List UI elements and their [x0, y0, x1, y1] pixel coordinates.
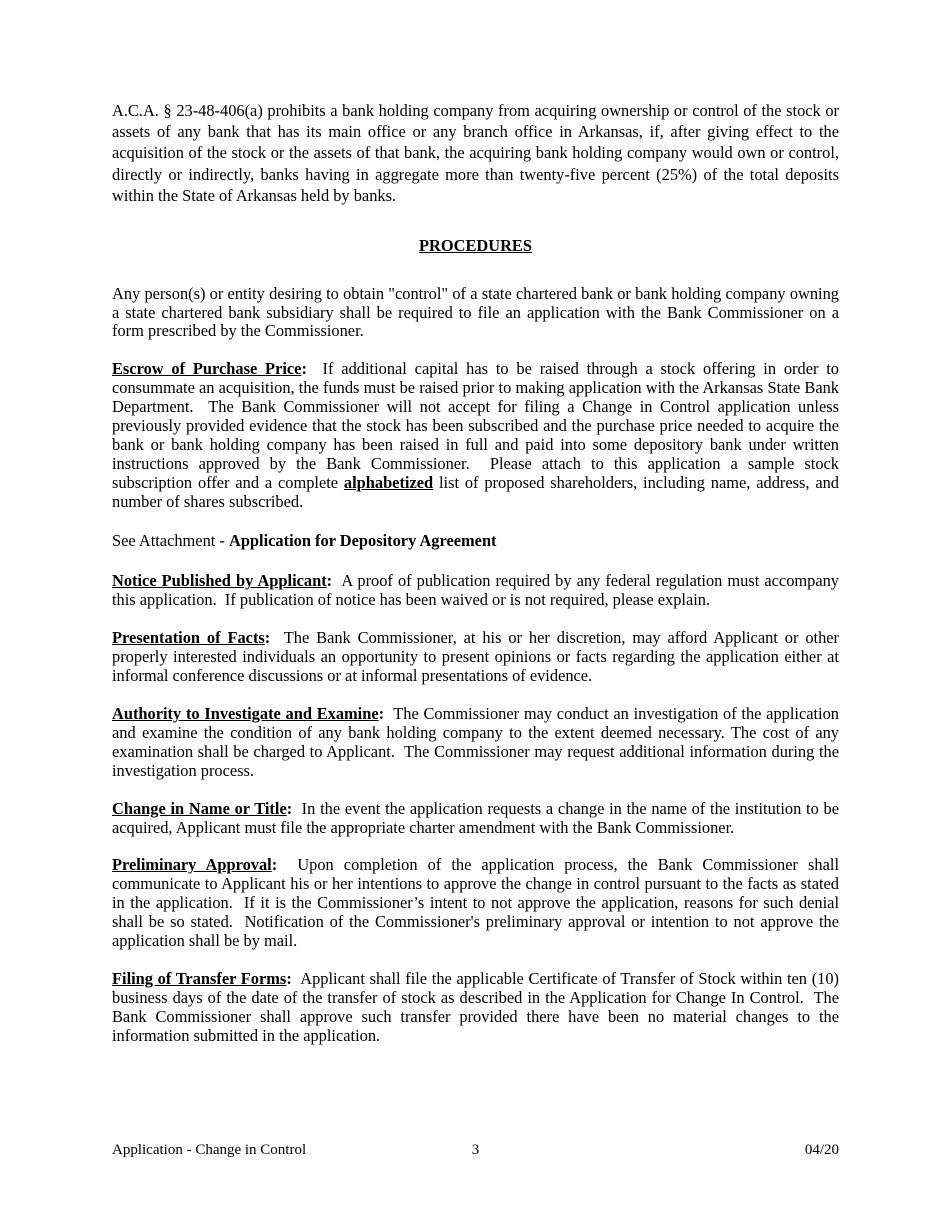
notice-paragraph: [112, 571, 844, 610]
escrow-paragraph: [112, 359, 844, 511]
transfer-text: Applicant shall file the applicable Certificate of Transfer of Stock within ten (10) business days of the date of the transfer of stock as described in the Application for Change In Control. The Bank Commissioner shall approve such transfer provided there have been no material changes to the information submitted in the application.: [112, 968, 844, 1045]
transfer-label: Filing of Transfer Forms: [112, 968, 287, 988]
facts-text: The Bank Commissioner, at his or her discretion, may afford Applicant or other properly interested individuals an opportunity to present opinions or facts regarding the application either at informal conference discussions or at informal presentations of evidence.: [112, 628, 844, 686]
transfer-colon: :: [286, 968, 292, 988]
preliminary-colon: :: [271, 855, 278, 875]
preliminary-text: Upon completion of the application process, the Bank Commissioner shall communicate to Applicant his or her intentions to approve the change in control pursuant to the facts as stated in the application. If it is the Commissioner’s intent to not approve the application, reasons for such denial shall be so stated. Notification of the Commissioner's preliminary approval or intention to not approve the application shall be by mail.: [112, 855, 844, 951]
preliminary-label: Preliminary Approval: [112, 855, 272, 875]
escrow-colon: :: [301, 359, 307, 379]
notice-colon: :: [326, 571, 333, 591]
facts-label: Presentation of Facts: [112, 628, 265, 648]
name-change-label: Change in Name or Title: [112, 798, 287, 818]
notice-label: Notice Published by Applicant: [112, 571, 327, 591]
control-paragraph: Any person(s) or entity desiring to obtain "control" of a state chartered bank or bank holding company owning a state chartered bank subsidiary shall be required to file an application with the Bank Commissioner on a form prescribed by the Commissioner.: [112, 283, 839, 341]
escrow-emphasis: alphabetized: [343, 472, 434, 492]
footer-revision-date: 04/20: [804, 1142, 839, 1158]
attachment-prefix: See Attachment -: [112, 530, 229, 550]
escrow-text-after: list of proposed shareholders, including name, address, and number of shares subscribed.: [112, 472, 839, 511]
authority-text: The Commissioner may conduct an investigation of the application and examine the condition of any bank holding company to the extent deemed necessary. The cost of any examination shall be charged to Applicant. The Commissioner may request additional information during the investigation process.: [112, 704, 844, 780]
name-change-text: In the event the application requests a change in the name of the institution to be acquired, Applicant must file the appropriate charter amendment with the Bank Commissioner.: [112, 798, 844, 837]
attachment-title: Application for Depository Agreement: [228, 530, 497, 550]
name-change-paragraph: [112, 798, 844, 838]
facts-paragraph: [112, 628, 844, 686]
footer-document-title: Application - Change in Control: [112, 1142, 307, 1158]
escrow-text-before: If additional capital has to be raised through a stock offering in order to consummate an acquisition, the funds must be raised prior to making application with the Arkansas State Bank Department. The Bank Commissioner will not accept for filing a Change in Control application unless previously provided evidence that the stock has been subscribed and the purchase price needed to acquire the bank or bank holding company has been raised in full and paid into some depository bank under written instructions approved by the Bank Commissioner. Please attach to this application a sample stock subscription offer and a complete: [112, 359, 844, 492]
transfer-paragraph: [112, 968, 844, 1046]
authority-colon: :: [378, 704, 385, 724]
attachment-line: [112, 532, 839, 551]
notice-text: A proof of publication required by any federal regulation must accompany this application. If publication of notice has been waived or is not required, please explain.: [112, 571, 844, 610]
footer-page-number: 3: [471, 1142, 480, 1158]
authority-label: Authority to Investigate and Examine: [112, 704, 379, 724]
facts-colon: :: [264, 628, 271, 648]
document-page: [112, 100, 844, 1046]
name-change-colon: :: [286, 798, 293, 818]
escrow-label: Escrow of Purchase Price: [112, 359, 302, 379]
preliminary-paragraph: [112, 855, 844, 951]
section-heading-procedures: PROCEDURES: [419, 236, 532, 256]
authority-paragraph: [112, 704, 844, 781]
intro-paragraph: A.C.A. § 23-48-406(a) prohibits a bank holding company from acquiring ownership or control of the stock or assets of any bank that has its main office or any branch office in Arkansas, if, after giving effect to the acquisition of the stock or the assets of that bank, the acquiring bank holding company would own or control, directly or indirectly, banks having in aggregate more than twenty-five percent (25%) of the total deposits within the State of Arkansas held by banks.: [112, 101, 839, 205]
